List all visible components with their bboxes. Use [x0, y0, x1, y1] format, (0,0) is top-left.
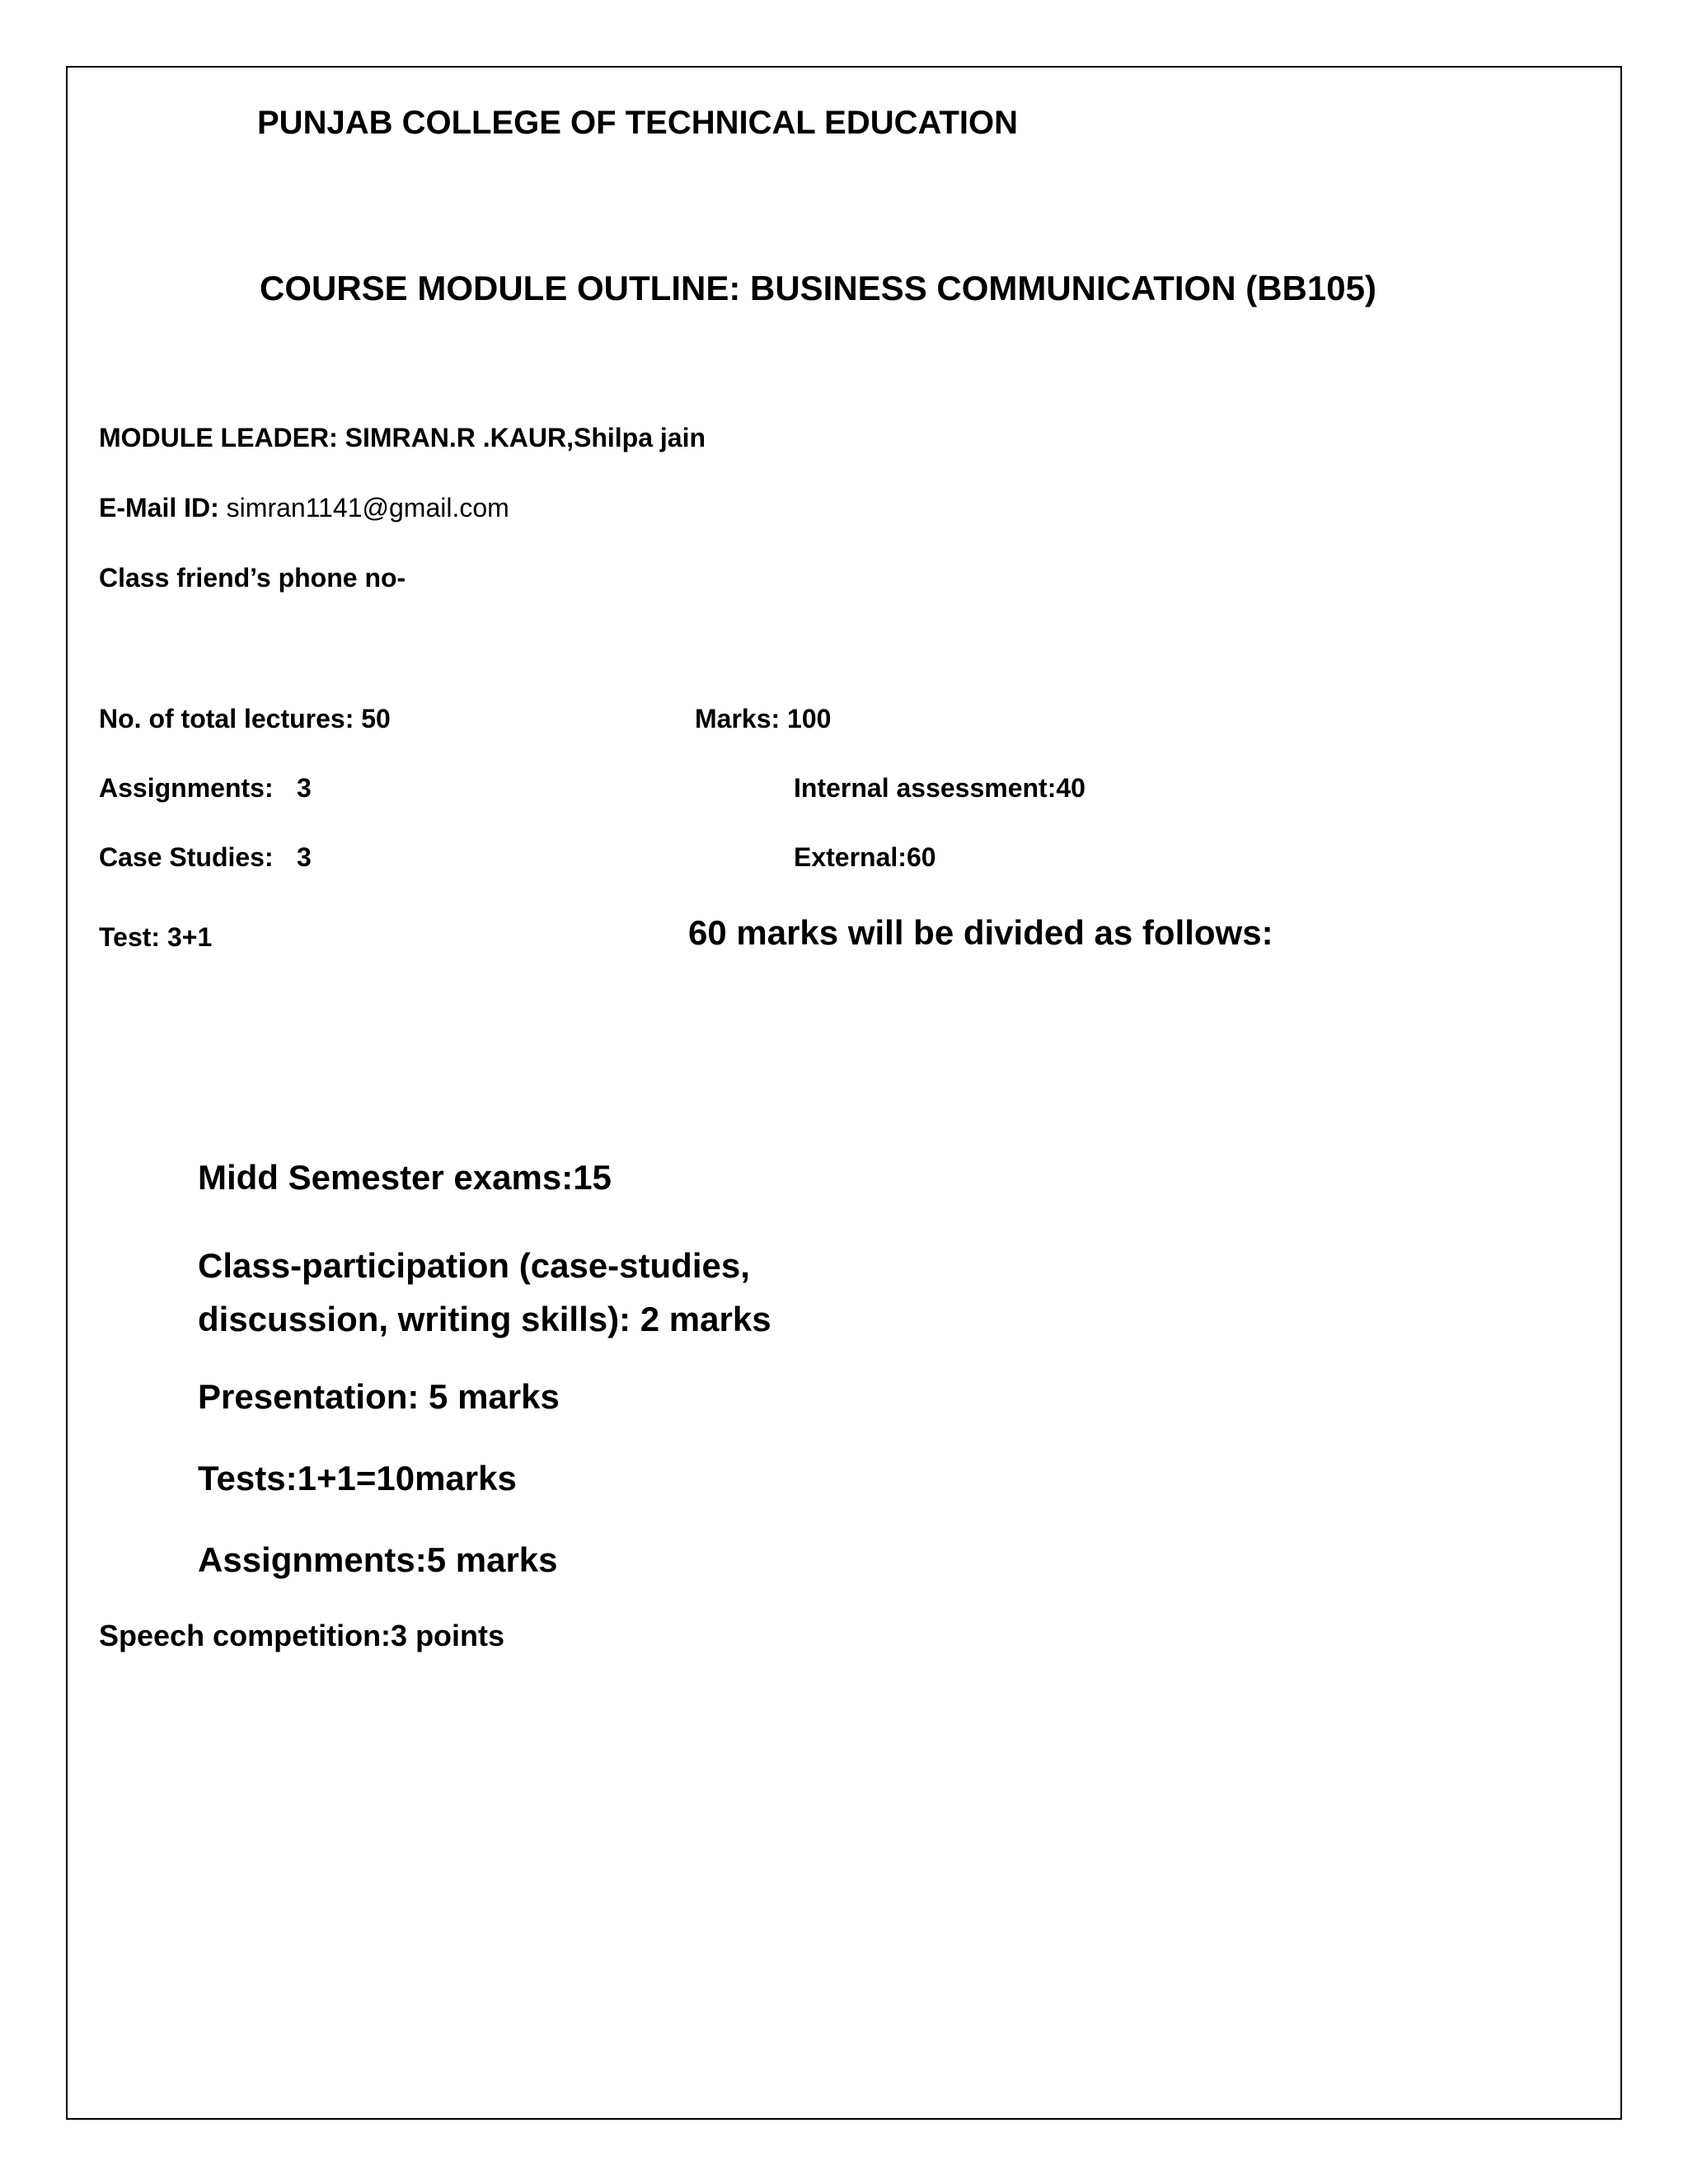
page-border — [66, 66, 1622, 2120]
external-marks: External:60 — [794, 842, 936, 872]
speech-competition: Speech competition:3 points — [99, 1619, 505, 1652]
mid-semester-marks: Midd Semester exams:15 — [198, 1158, 612, 1197]
class-participation-line-1: Class-participation (case-studies, — [198, 1246, 750, 1285]
presentation-marks: Presentation: 5 marks — [198, 1377, 560, 1416]
test-count: Test: 3+1 — [99, 922, 213, 952]
class-participation-marks — [198, 1239, 771, 1346]
case-studies-value: 3 — [297, 842, 312, 872]
email-line — [99, 492, 509, 523]
case-studies-label: Case Studies: — [99, 842, 274, 872]
email-label: E-Mail ID: — [99, 493, 219, 523]
marks-division-heading: 60 marks will be divided as follows: — [688, 913, 1273, 952]
total-lectures: No. of total lectures: 50 — [99, 704, 391, 733]
phone-line: Class friend’s phone no- — [99, 563, 406, 593]
assignments-marks: Assignments:5 marks — [198, 1540, 558, 1579]
assignments-value: 3 — [297, 773, 312, 803]
class-participation-line-2: discussion, writing skills): 2 marks — [198, 1300, 771, 1339]
internal-assessment: Internal assessment:40 — [794, 773, 1085, 803]
assignments-label: Assignments: — [99, 773, 274, 803]
course-outline-title: COURSE MODULE OUTLINE: BUSINESS COMMUNICATION (BB105) — [260, 269, 1376, 307]
total-marks: Marks: 100 — [695, 704, 832, 733]
module-leader: MODULE LEADER: SIMRAN.R .KAUR,Shilpa jain — [99, 423, 706, 452]
college-title: PUNJAB COLLEGE OF TECHNICAL EDUCATION — [257, 105, 1018, 141]
tests-marks: Tests:1+1=10marks — [198, 1459, 517, 1497]
email-value: simran1141@gmail.com — [218, 493, 509, 523]
